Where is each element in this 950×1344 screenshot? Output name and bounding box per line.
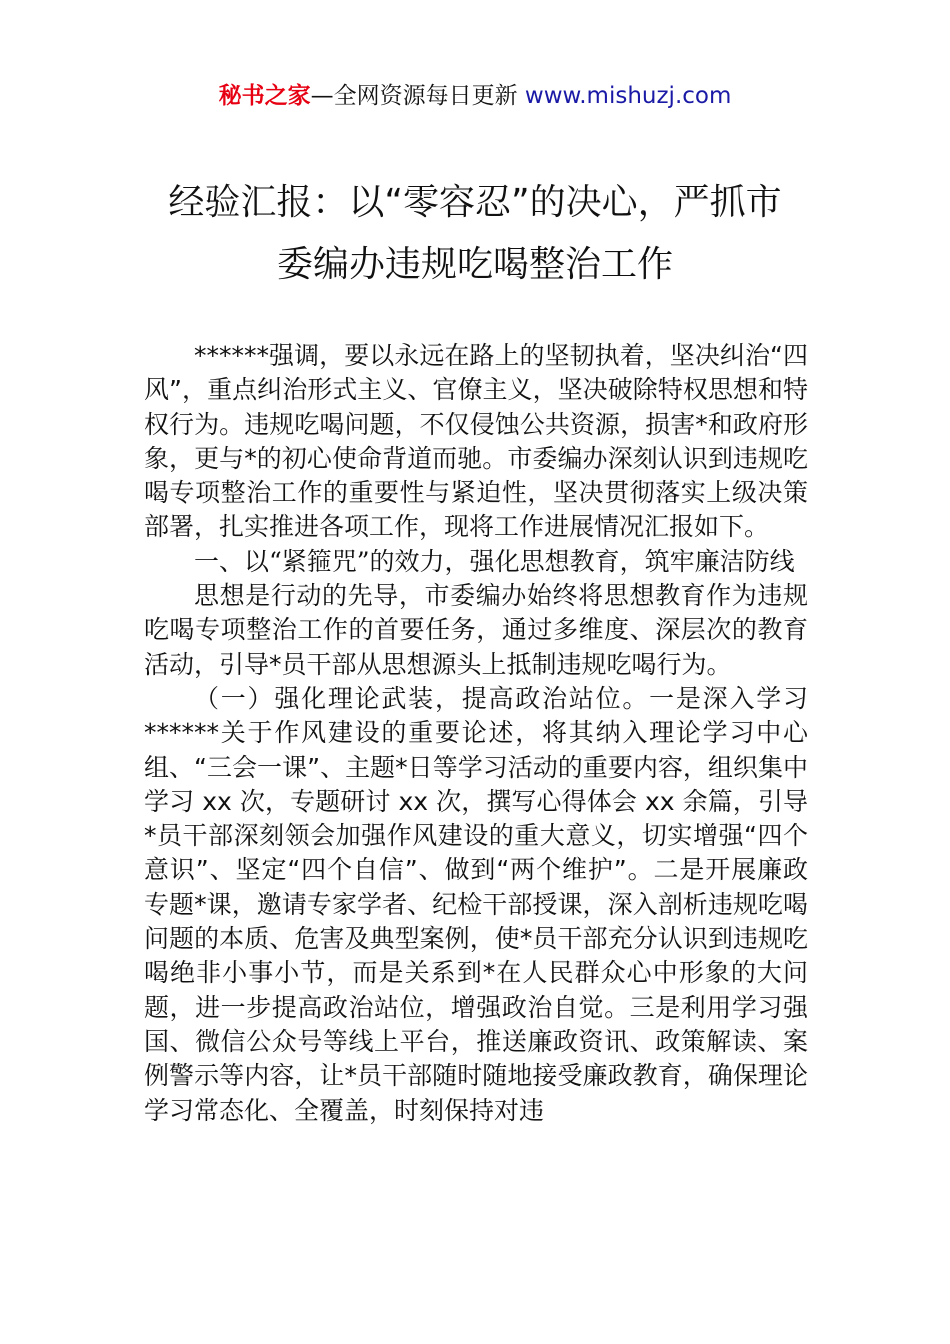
document-title <box>120 172 830 296</box>
site-header <box>0 80 950 112</box>
section-heading: 一、以“紧箍咒”的效力，强化思想教育，筑牢廉洁防线 <box>194 546 795 576</box>
brand-name: 秘书之家 <box>218 83 311 109</box>
site-url-link[interactable]: www.mishuzj.com <box>524 83 732 109</box>
body-paragraph: 思想是行动的先导，市委编办始终将思想教育作为违规吃喝专项整治工作的首要任务，通过多维度、深层次的教育活动，引导*员干部从思想源头上抵制违规吃喝行为。 <box>144 581 808 679</box>
site-tagline: —全网资源每日更新 <box>310 83 518 109</box>
body-paragraph: （一）强化理论武装，提高政治站位。一是深入学习******关于作风建设的重要论述，将其纳入理论学习中心组、“三会一课”、主题*日等学习活动的重要内容，组织集中学习 xx 次，专题研讨 xx 次，撰写心得体会 xx 余篇，引导*员干部深刻领会加强作风建设的重大意义，切实增强“四个意识”、坚定“四个自信”、做到“两个维护”。二是开展廉政专题*课，邀请专家学者、纪检干部授课，深入剖析违规吃喝问题的本质、危害及典型案例，使*员干部充分认识到违规吃喝绝非小事小节，而是关系到*在人民群众心中形象的大问题，进一步提高政治站位，增强政治自觉。三是利用学习强国、微信公众号等线上平台，推送廉政资讯、政策解读、案例警示等内容，让*员干部随时随地接受廉政教育，确保理论学习常态化、全覆盖，时刻保持对违 <box>144 683 808 1125</box>
document-body <box>144 339 808 1128</box>
intro-paragraph: ******强调，要以永远在路上的坚韧执着，坚决纠治“四风”，重点纠治形式主义、官僚主义，坚决破除特权思想和特权行为。违规吃喝问题，不仅侵蚀公共资源，损害*和政府形象，更与*的初心使命背道而驰。市委编办深刻认识到违规吃喝专项整治工作的重要性与紧迫性，坚决贯彻落实上级决策部署，扎实推进各项工作，现将工作进展情况汇报如下。 <box>144 341 808 542</box>
document-title-line-2: 委编办违规吃喝整治工作 <box>276 244 673 285</box>
document-title-line-1: 经验汇报：以“零容忍”的决心，严抓市 <box>168 182 782 223</box>
